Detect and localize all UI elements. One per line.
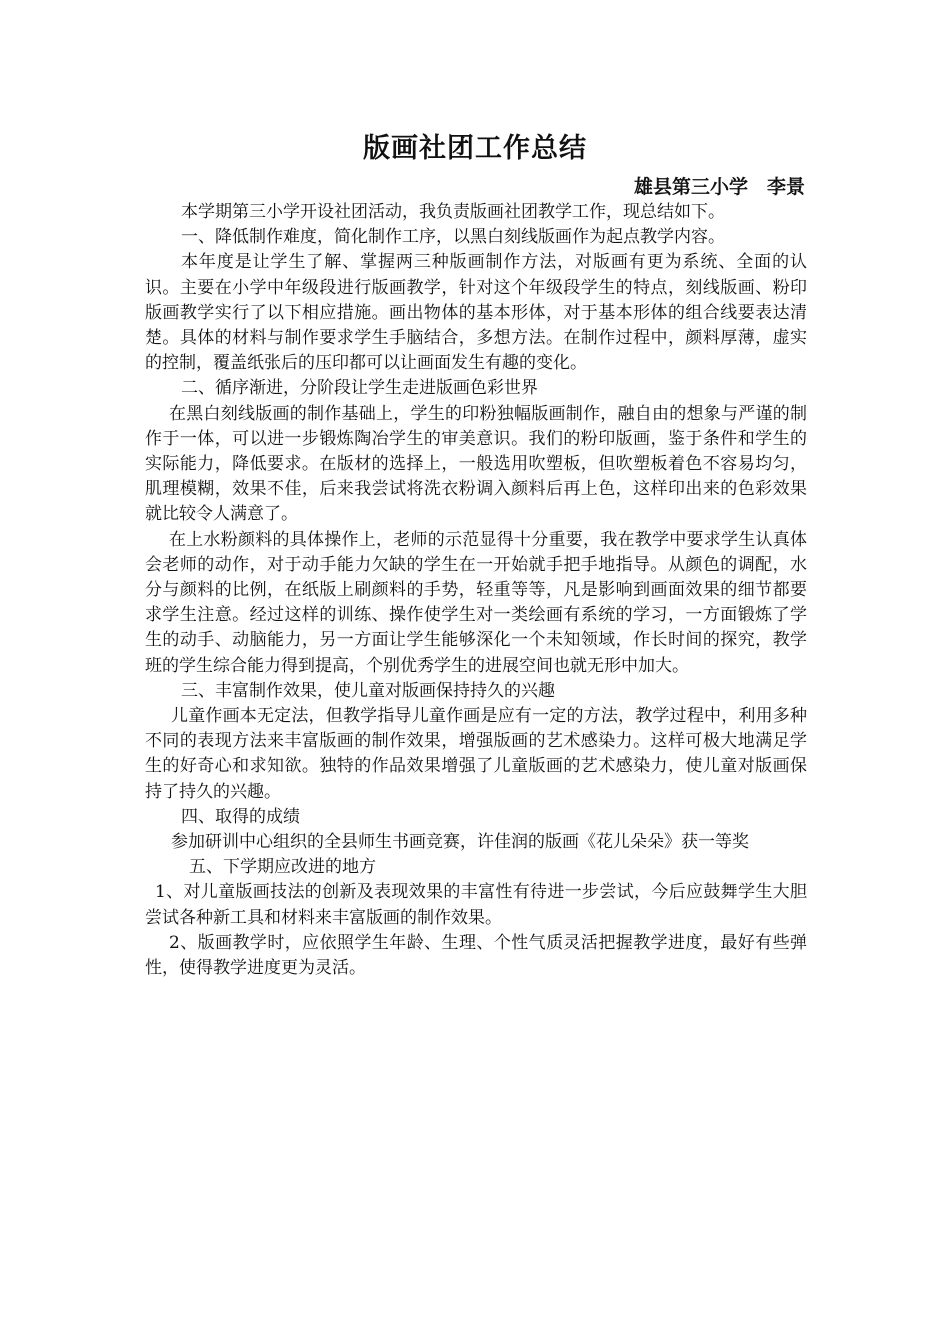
document-body	[145, 200, 807, 981]
list-item: 1、对儿童版画技法的创新及表现效果的丰富性有待进一步尝试，今后应鼓舞学生大胆尝试各种新工具和材料来丰富版画的制作效果。	[145, 882, 807, 928]
section-heading-2: 二、循序渐进，分阶段让学生走进版画色彩世界	[181, 378, 538, 399]
section-heading-5: 五、下学期应改进的地方	[189, 857, 376, 878]
list-item: 2、版画教学时，应依照学生年龄、生理、个性气质灵活把握教学进度，最好有些弹性，使得教学进度更为灵活。	[145, 932, 807, 979]
paragraph: 在上水粉颜料的具体操作上，老师的示范显得十分重要，我在教学中要求学生认真体会老师的动作，对于动手能力欠缺的学生在一开始就手把手地指导。从颜色的调配，水分与颜料的比例，在纸版上刷颜料的手势，轻重等等，凡是影响到画面效果的细节都要求学生注意。经过这样的训练、操作使学生对一类绘画有系统的学习，一方面锻炼了学生的动手、动脑能力，另一方面让学生能够深化一个未知领域，作长时间的探究，教学班的学生综合能力得到提高，个别优秀学生的进展空间也就无形中加大。	[145, 529, 807, 676]
section-heading-1: 一、降低制作难度，简化制作工序，以黑白刻线版画作为起点教学内容。	[181, 227, 725, 248]
author-line: 雄县第三小学 李景	[633, 176, 805, 198]
paragraph: 参加研训中心组织的全县师生书画竞赛，许佳润的版画《花儿朵朵》获一等奖	[171, 832, 749, 853]
section-heading-3: 三、丰富制作效果，使儿童对版画保持持久的兴趣	[181, 680, 555, 701]
document-title: 版画社团工作总结	[363, 133, 587, 164]
paragraph: 本年度是让学生了解、掌握两三种版画制作方法，对版画有更为系统、全面的认识。主要在小学中年级段进行版画教学，针对这个年级段学生的特点，刻线版画、粉印版画教学实行了以下相应措施。画出物体的基本形体，对于基本形体的组合线要表达清楚。具体的材料与制作要求学生手脑结合，多想方法。在制作过程中，颜料厚薄，虚实的控制，覆盖纸张后的压印都可以让画面发生有趣的变化。	[145, 252, 807, 374]
paragraph: 儿童作画本无定法，但教学指导儿童作画是应有一定的方法，教学过程中，利用多种不同的表现方法来丰富版画的制作效果，增强版画的艺术感染力。这样可极大地满足学生的好奇心和求知欲。独特的作品效果增强了儿童版画的艺术感染力，使儿童对版画保持了持久的兴趣。	[145, 706, 807, 802]
section-heading-4: 四、取得的成绩	[181, 806, 300, 827]
paragraph: 在黑白刻线版画的制作基础上，学生的印粉独幅版画制作，融自由的想象与严谨的制作于一体，可以进一步锻炼陶冶学生的审美意识。我们的粉印版画，鉴于条件和学生的实际能力，降低要求。在版材的选择上，一般选用吹塑板，但吹塑板着色不容易均匀，肌理模糊，效果不佳，后来我尝试将洗衣粉调入颜料后再上色，这样印出来的色彩效果就比较令人满意了。	[145, 403, 807, 525]
paragraph-intro: 本学期第三小学开设社团活动，我负责版画社团教学工作，现总结如下。	[181, 202, 725, 222]
